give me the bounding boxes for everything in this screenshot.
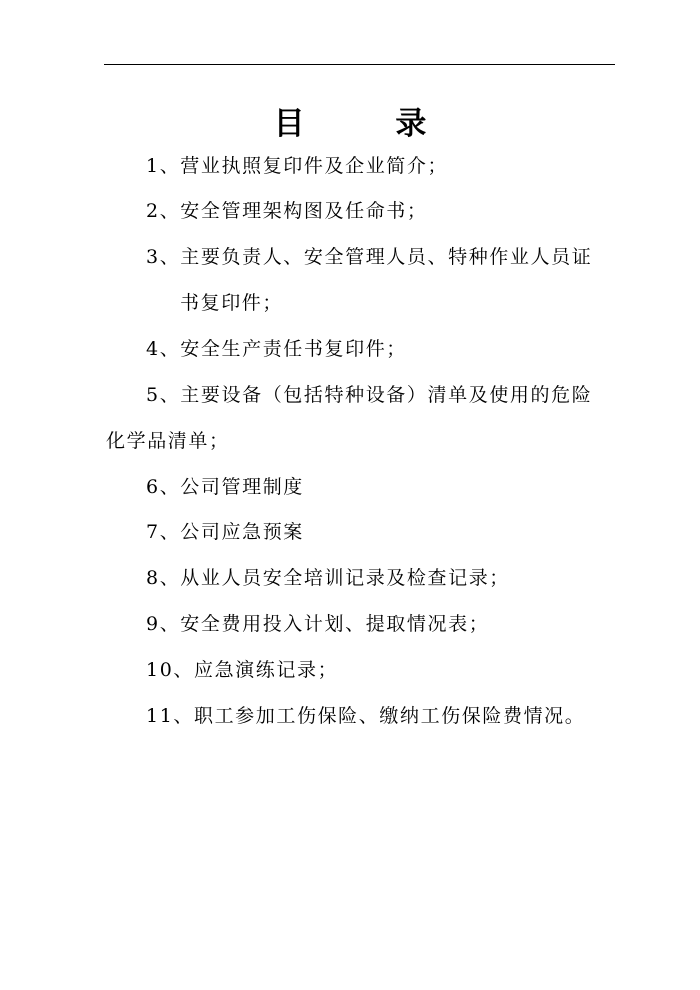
toc-item-10: 10、应急演练记录； <box>146 659 339 681</box>
toc-item-5-continued: 化学品清单； <box>106 430 230 452</box>
toc-item-4: 4、安全生产责任书复印件； <box>146 338 407 360</box>
toc-item-6: 6、公司管理制度 <box>146 476 304 498</box>
toc-item-5: 5、主要设备（包括特种设备）清单及使用的危险 <box>146 384 593 406</box>
toc-item-9: 9、安全费用投入计划、提取情况表； <box>146 613 490 635</box>
toc-item-11: 11、职工参加工伤保险、缴纳工伤保险费情况。 <box>146 705 586 727</box>
page-title: 目 录 <box>273 106 467 142</box>
header-rule <box>104 64 615 65</box>
toc-item-1: 1、营业执照复印件及企业简介； <box>146 155 449 177</box>
toc-item-3: 3、主要负责人、安全管理人员、特种作业人员证 <box>146 246 593 268</box>
toc-item-8: 8、从业人员安全培训记录及检查记录； <box>146 567 510 589</box>
toc-item-7: 7、公司应急预案 <box>146 521 304 543</box>
toc-item-2: 2、安全管理架构图及任命书； <box>146 200 428 222</box>
toc-item-3-continued: 书复印件； <box>180 292 284 314</box>
